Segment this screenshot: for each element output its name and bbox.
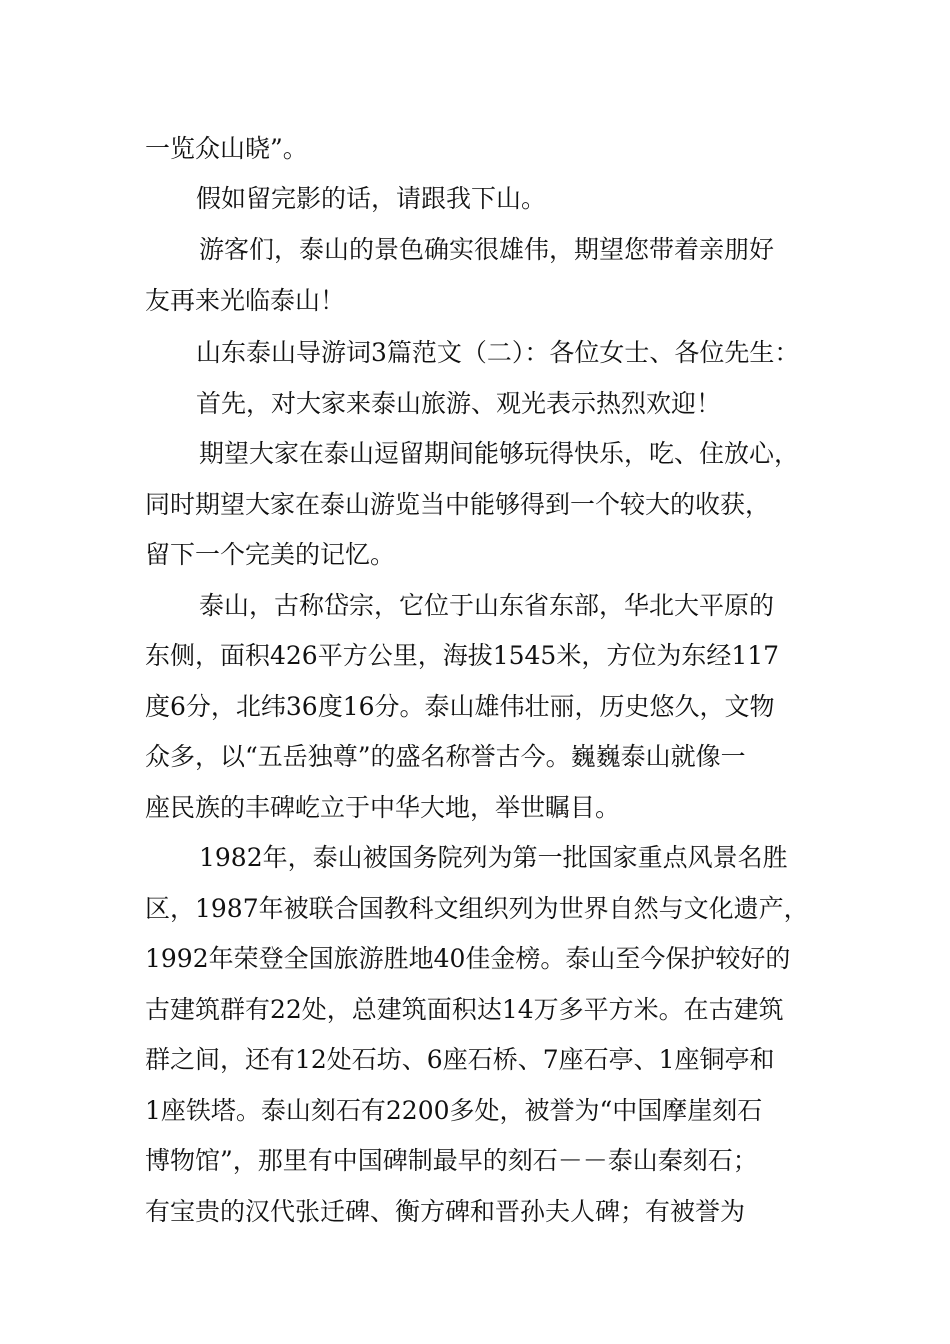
text-line-9: 留下一个完美的记忆。 xyxy=(145,540,396,569)
text-line-5: 山东泰山导游词3篇范文（二）：各位女士、各位先生： xyxy=(196,338,800,367)
text-line-7: 期望大家在泰山逗留期间能够玩得快乐，吃、住放心， xyxy=(199,439,800,468)
text-line-4: 友再来光临泰山！ xyxy=(145,286,346,315)
text-line-1: 一览众山晓”。 xyxy=(145,134,308,163)
text-line-22: 有宝贵的汉代张迁碑、衡方碑和晋孙夫人碑；有被誉为 xyxy=(145,1197,746,1226)
text-line-17: 1992年荣登全国旅游胜地40佳金榜。泰山至今保护较好的 xyxy=(145,944,791,973)
text-line-16: 区，1987年被联合国教科文组织列为世界自然与文化遗产， xyxy=(145,894,809,923)
text-line-14: 座民族的丰碑屹立于中华大地，举世瞩目。 xyxy=(145,793,621,822)
text-line-13: 众多，以“五岳独尊”的盛名称誉古今。巍巍泰山就像一 xyxy=(145,742,746,771)
text-line-21: 博物馆”，那里有中国碑制最早的刻石－－泰山秦刻石； xyxy=(145,1146,758,1175)
text-line-20: 1座铁塔。泰山刻石有2200多处，被誉为“中国摩崖刻石 xyxy=(145,1096,763,1125)
text-line-6: 首先，对大家来泰山旅游、观光表示热烈欢迎！ xyxy=(196,389,722,418)
text-line-8: 同时期望大家在泰山游览当中能够得到一个较大的收获， xyxy=(145,490,771,519)
text-line-15: 1982年，泰山被国务院列为第一批国家重点风景名胜 xyxy=(199,843,788,872)
text-line-10: 泰山，古称岱宗，它位于山东省东部，华北大平原的 xyxy=(199,591,775,620)
text-line-19: 群之间，还有12处石坊、6座石桥、7座石亭、1座铜亭和 xyxy=(145,1045,775,1074)
text-line-2: 假如留完影的话，请跟我下山。 xyxy=(196,184,547,213)
text-line-3: 游客们，泰山的景色确实很雄伟，期望您带着亲朋好 xyxy=(199,235,775,264)
text-line-12: 度6分，北纬36度16分。泰山雄伟壮丽，历史悠久，文物 xyxy=(145,692,775,721)
text-line-11: 东侧，面积426平方公里，海拔1545米，方位为东经117 xyxy=(145,641,780,670)
text-line-18: 古建筑群有22处，总建筑面积达14万多平方米。在古建筑 xyxy=(145,995,784,1024)
